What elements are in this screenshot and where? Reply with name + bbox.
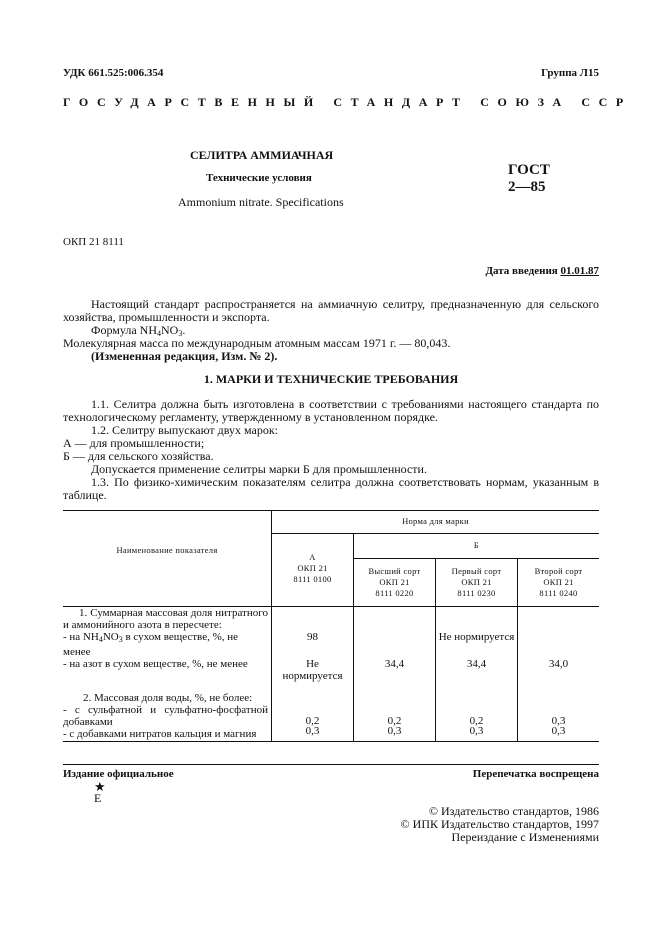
header-b1: Высший сорт ОКП 21 8111 0220 [368, 566, 421, 598]
reprint-prohibited: Перепечатка воспрещена [472, 768, 599, 780]
gost-label: ГОСТ [508, 162, 550, 178]
clause-1-3: 1.3. По физико-химическим показателям селитра должна соответствовать нормам, указанным в таблице. [63, 475, 599, 502]
allowed-line: Допускается применение селитры марки Б для промышленности. [91, 462, 427, 476]
header-mark-b: Б [473, 540, 480, 550]
mark-b-line: Б — для сельского хозяйства. [63, 449, 214, 463]
document-title: СЕЛИТРА АММИАЧНАЯ [190, 148, 334, 162]
clause-1-1: 1.1. Селитра должна быть изготовлена в соответствии с требованиями настоящего стандарта по технологическому регламенту, утвержденному в установленном порядке. [63, 397, 599, 424]
header-b2: Первый сорт ОКП 21 8111 0230 [451, 566, 502, 598]
official-edition: Издание официальное [63, 768, 174, 780]
row2-sub1: - с сульфатной и сульфатно-фосфатной добавками [63, 704, 268, 728]
molecular-mass: Молекулярная масса по международным атомным массам 1971 г. — 80,043. [63, 336, 451, 350]
row2-vals-b3: 0,3 0,3 [551, 715, 566, 737]
formula-line: Формула $NH_4NO_3$. [91, 323, 186, 338]
document-subtitle: Технические условия [206, 172, 312, 184]
table-bottom-rule [63, 741, 599, 742]
udk-code: УДК 661.525:006.354 [63, 67, 164, 79]
e-mark: Е [94, 791, 102, 805]
star-icon: ★ [94, 779, 106, 794]
english-title: Ammonium nitrate. Specifications [178, 195, 344, 209]
row2-vals-b1: 0,2 0,3 [387, 715, 402, 737]
row2-vals-a: 0,2 0,3 [305, 715, 320, 737]
table-norm-rule [271, 533, 599, 534]
row1-sub2-val-b2: 34,4 [466, 658, 487, 670]
row1-sub2: - на азот в сухом веществе, %, не менее [63, 658, 248, 670]
section-heading: 1. МАРКИ И ТЕХНИЧЕСКИЕ ТРЕБОВАНИЯ [203, 372, 459, 386]
row2-title: 2. Массовая доля воды, %, не более: [83, 692, 253, 704]
table-top-rule [63, 510, 599, 511]
row2-vals-b2: 0,2 0,3 [469, 715, 484, 737]
table-vline-1 [271, 510, 272, 742]
clause-1-2: 1.2. Селитру выпускают двух марок: [91, 423, 278, 437]
row1-sub1-val-a: 98 [307, 631, 318, 643]
row1-sub1: - на $NH_4NO_3$ в сухом веществе, %, не менее [63, 631, 239, 658]
header-indicator: Наименование показателя [116, 545, 218, 555]
row1-sub2-val-b1: 34,4 [384, 658, 405, 670]
gost-block [508, 162, 550, 196]
row1-sub2-val-b3: 34,0 [548, 658, 569, 670]
row1-sub2-val-a: Не нормируется [282, 658, 343, 682]
reissue-note: Переиздание с Изменениями [451, 830, 599, 844]
copyright-1997: © ИПК Издательство стандартов, 1997 [400, 817, 599, 831]
footer-rule [63, 764, 599, 765]
intro-date [485, 265, 599, 277]
mark-a-line: А — для промышленности; [63, 436, 205, 450]
header-norm: Норма для марки [402, 516, 469, 526]
amendment-note: (Измененная редакция, Изм. № 2). [91, 349, 278, 363]
intro-date-label: Дата введения [485, 265, 558, 277]
row1-title: 1. Суммарная массовая доля нитратного и аммонийного азота в пересчете: [63, 607, 268, 631]
copyright-1986: © Издательство стандартов, 1986 [428, 804, 599, 818]
intro-date-value: 01.01.87 [560, 265, 599, 277]
table-b-rule [353, 558, 599, 559]
gost-number: 2—85 [508, 179, 546, 195]
row2-sub2: - с добавками нитратов кальция и магния [63, 728, 257, 740]
okp-code: ОКП 21 8111 [63, 236, 124, 248]
header-mark-a: А ОКП 21 8111 0100 [293, 552, 332, 584]
row1-sub1-val-b: Не нормируется [438, 631, 515, 643]
group-code: Группа Л15 [541, 67, 599, 79]
standard-line: ГОСУДАРСТВЕННЫЙ СТАНДАРТ СОЮЗА ССР [63, 95, 632, 109]
header-b3: Второй сорт ОКП 21 8111 0240 [534, 566, 583, 598]
intro-paragraph: Настоящий стандарт распространяется на аммиачную селитру, предназначенную для сельского хозяйства, промышленности и экспорта. [63, 297, 599, 324]
